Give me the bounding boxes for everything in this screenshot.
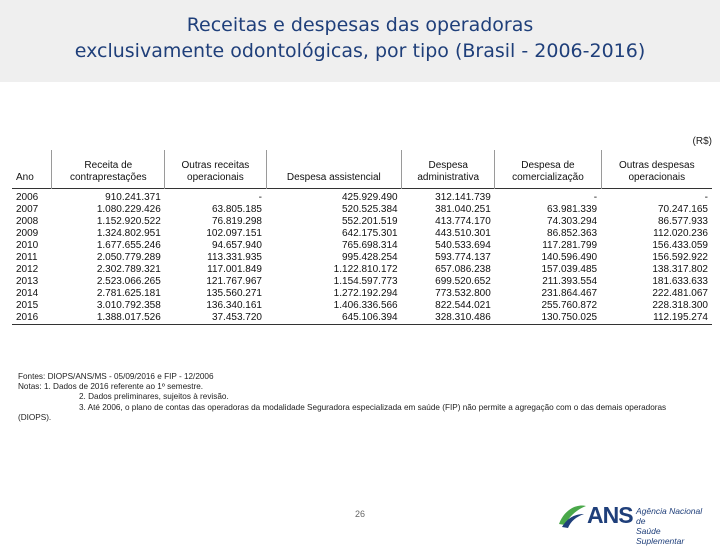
year-cell: 2008 (16, 216, 39, 227)
value-cell: 1.154.597.773 (333, 276, 398, 287)
ans-logo-name-line-1: Agência Nacional de (636, 506, 703, 526)
column-header-line: administrativa (417, 172, 480, 183)
value-cell: 699.520.652 (435, 276, 491, 287)
table-body (12, 189, 712, 325)
column-header-line: Despesa de (521, 160, 575, 171)
value-cell: 593.774.137 (435, 252, 491, 263)
value-cell: 222.481.067 (652, 288, 708, 299)
value-cell: 138.317.802 (652, 264, 708, 275)
year-cell: 2015 (16, 300, 39, 311)
column-header-line: operacionais (187, 172, 244, 183)
column-header-line: contraprestações (69, 172, 147, 183)
value-cell: 520.525.384 (342, 204, 398, 215)
year-cell: 2006 (16, 192, 39, 203)
value-cell: 413.774.170 (435, 216, 491, 227)
value-cell: 645.106.394 (266, 312, 402, 325)
value-cell: 1.122.810.172 (333, 264, 398, 275)
value-cell: 381.040.251 (435, 204, 491, 215)
value-cell: 1.406.336.566 (333, 300, 398, 311)
value-cell: 3.010.792.358 (96, 300, 161, 311)
column-header-line: Despesa (428, 160, 468, 171)
column-header (12, 150, 52, 189)
value-cell: 157.039.485 (541, 264, 598, 275)
table-row (12, 228, 712, 240)
unit-label: (R$) (692, 136, 712, 147)
value-cell: 995.428.254 (342, 252, 398, 263)
value-cell: 2.781.625.181 (96, 288, 161, 299)
table-row (12, 240, 712, 252)
value-cell: 121.767.967 (206, 276, 262, 287)
value-cell: 140.596.490 (541, 252, 598, 263)
column-header (601, 150, 712, 189)
column-header-line: comercialização (512, 172, 584, 183)
table-row (12, 216, 712, 228)
value-cell: 1.272.192.294 (333, 288, 398, 299)
revenue-expense-table (12, 150, 712, 325)
value-cell: 135.560.271 (206, 288, 262, 299)
table-row (12, 300, 712, 312)
column-header (165, 150, 266, 189)
year-cell: 2011 (16, 252, 38, 263)
value-cell: 1.388.017.526 (52, 312, 165, 325)
value-cell: 1.152.920.522 (96, 216, 161, 227)
value-cell: 765.698.314 (342, 240, 398, 251)
value-cell: 211.393.554 (542, 276, 598, 287)
page-title-line-1: Receitas e despesas das operadoras (186, 14, 534, 36)
table-row (12, 252, 712, 264)
year-cell: 2014 (16, 288, 39, 299)
column-header-line: Ano (16, 172, 34, 183)
value-cell: 86.577.933 (657, 216, 708, 227)
value-cell: 1.080.229.426 (96, 204, 161, 215)
note-3: 3. Até 2006, o plano de contas das operadoras da modalidade Seguradora especializada em saúde (FIP) não permite a agregação com o das demais operadoras (79, 402, 667, 412)
year-cell: 2013 (16, 276, 39, 287)
value-cell: 117.001.849 (207, 264, 262, 275)
table-row (12, 276, 712, 288)
value-cell: 657.086.238 (435, 264, 491, 275)
value-cell: 113.331.935 (207, 252, 262, 263)
value-cell: 1.324.802.951 (96, 228, 161, 239)
ans-logo-name (636, 506, 706, 546)
sources-note: Fontes: DIOPS/ANS/MS - 05/09/2016 e FIP - 12/2006 (18, 372, 214, 381)
value-cell: 117.281.799 (542, 240, 598, 251)
value-cell: 2.523.066.265 (96, 276, 161, 287)
column-header (52, 150, 165, 189)
value-cell: 63.981.339 (547, 204, 598, 215)
value-cell: 2.050.779.289 (96, 252, 161, 263)
value-cell: 773.532.800 (435, 288, 491, 299)
value-cell: 231.864.467 (541, 288, 598, 299)
value-cell: 552.201.519 (342, 216, 398, 227)
value-cell: - (593, 192, 598, 203)
column-header-line: operacionais (628, 172, 686, 183)
value-cell: 443.510.301 (435, 228, 491, 239)
value-cell: 136.340.161 (206, 300, 262, 311)
page-number: 26 (354, 509, 365, 519)
column-header (402, 150, 495, 189)
value-cell: 228.318.300 (652, 300, 708, 311)
page-title (0, 12, 720, 64)
value-cell: 328.310.486 (402, 312, 495, 325)
ans-logo-name-line-2: Saúde Suplementar (636, 526, 685, 546)
value-cell: 94.657.940 (211, 240, 262, 251)
value-cell: - (258, 192, 262, 203)
value-cell: 910.241.371 (105, 192, 161, 203)
value-cell: 425.929.490 (342, 192, 398, 203)
value-cell: - (704, 192, 708, 203)
value-cell: 74.303.294 (547, 216, 598, 227)
value-cell: 70.247.165 (657, 204, 708, 215)
table-header-row (12, 150, 712, 189)
note-1: Notas: 1. Dados de 2016 referente ao 1º semestre. (18, 382, 204, 392)
value-cell: 86.852.363 (547, 228, 598, 239)
value-cell: 2.302.789.321 (96, 264, 161, 275)
ans-logo (556, 500, 706, 546)
value-cell: 822.544.021 (435, 300, 491, 311)
value-cell: 37.453.720 (165, 312, 266, 325)
ans-logo-mark-icon (556, 502, 588, 530)
year-cell: 2010 (16, 240, 39, 251)
value-cell: 112.195.274 (601, 312, 712, 325)
page-title-line-2: exclusivamente odontológicas, por tipo (Brasil - 2006-2016) (74, 40, 646, 62)
value-cell: 181.633.633 (652, 276, 708, 287)
table-row (12, 312, 712, 325)
value-cell: 76.819.298 (211, 216, 262, 227)
year-cell: 2016 (12, 312, 52, 325)
column-header-line: Receita de (84, 160, 133, 171)
year-cell: 2009 (16, 228, 39, 239)
year-cell: 2007 (16, 204, 39, 215)
column-header (266, 150, 402, 189)
value-cell: 130.750.025 (495, 312, 601, 325)
column-header-line: Despesa assistencial (286, 172, 381, 183)
value-cell: 102.097.151 (206, 228, 262, 239)
ans-logo-acronym: ANS (587, 502, 633, 528)
value-cell: 255.760.872 (541, 300, 598, 311)
value-cell: 312.141.739 (435, 192, 491, 203)
column-header-line: Outras despesas (619, 160, 695, 171)
table-row (12, 204, 712, 216)
footnotes (18, 372, 708, 423)
value-cell: 156.592.922 (652, 252, 708, 263)
table-row (12, 288, 712, 300)
year-cell: 2012 (16, 264, 39, 275)
column-header-line: Outras receitas (181, 160, 250, 171)
value-cell: 540.533.694 (435, 240, 491, 251)
value-cell: 63.805.185 (211, 204, 262, 215)
column-header (495, 150, 601, 189)
note-2: 2. Dados preliminares, sujeitos à revisão. (79, 392, 229, 402)
table-row (12, 264, 712, 276)
value-cell: 156.433.059 (652, 240, 708, 251)
table-row (12, 189, 712, 205)
value-cell: 112.020.236 (653, 228, 708, 239)
value-cell: 1.677.655.246 (96, 240, 161, 251)
note-3-continuation: (DIOPS). (18, 412, 52, 422)
value-cell: 642.175.301 (342, 228, 398, 239)
